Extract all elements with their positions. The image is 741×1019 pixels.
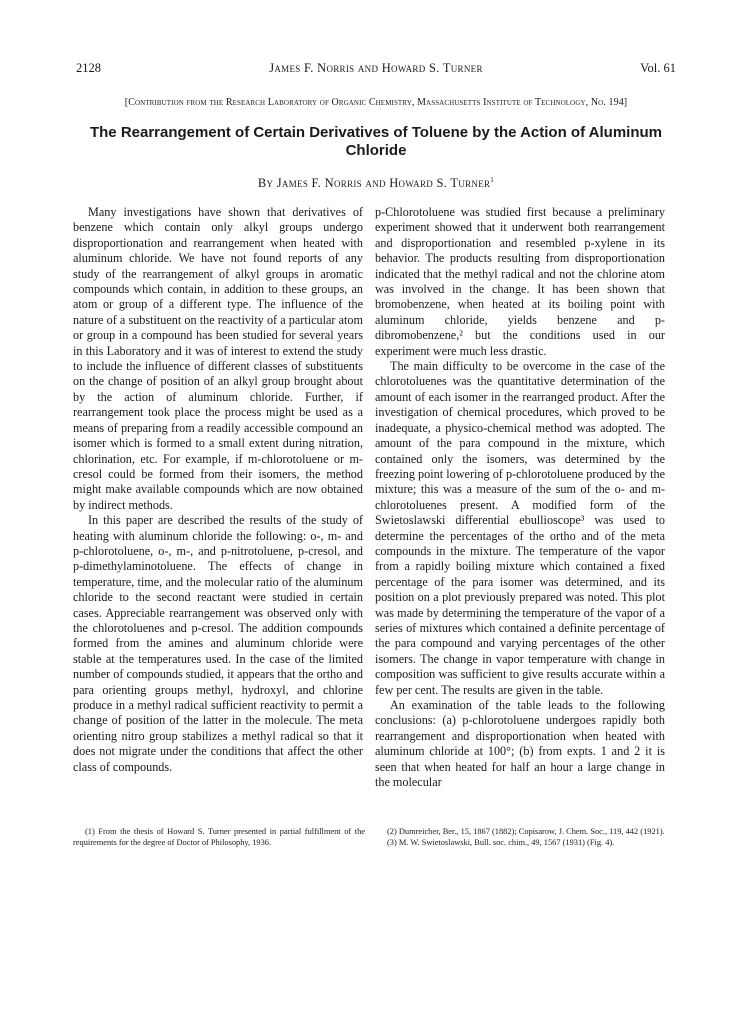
byline-footnote-mark: 1 — [490, 175, 495, 184]
running-head — [76, 61, 676, 79]
contribution-note: [Contribution from the Research Laboratory of Organic Chemistry, Massachusetts Institute of Technology, No. 194] — [124, 97, 628, 108]
paragraph: In this paper are described the results of the study of heating with aluminum chloride the following: o-, m- and p-chlorotoluene, o-, m-, and p-nitrotoluene, p-cresol, and p-dimethylaminotoluene. The effects of change in temperature, time, and the molecular ratio of the aluminum chloride to the second reactant were studied in certain cases. Appreciable rearrangement was observed only with the chlorotoluenes and p-cresol. The addition compounds formed from the amines and aluminum chloride were stable at the temperatures used. In the case of the limited number of compounds studied, it appears that the ortho and para orienting groups methyl, hydroxyl, and chlorine produce in a methyl radical sufficient reactivity to permit a change of position of the latter in the molecule. The meta orienting nitro group stabilizes a methyl radical so that it does not migrate under the conditions that affect the other class of compounds. — [73, 513, 363, 774]
volume-number: Vol. 61 — [640, 61, 676, 75]
paragraph: p-Chlorotoluene was studied first because a preliminary experiment showed that it underwent both rearrangement and disproportionation and resembled p-xylene in its behavior. The products resulting from disproportionation indicated that the methyl radical and not the chlorine atom was involved in the change. It has been shown that bromobenzene, when heated at its boiling point with aluminum chloride, yields benzene and p-dibromobenzene,² but the conditions used in our experiment were much less drastic. — [375, 205, 665, 358]
footnote: (1) From the thesis of Howard S. Turner presented in partial fulfillment of the requirements for the degree of Doctor of Philosophy, 1936. — [73, 827, 365, 848]
left-column — [73, 205, 363, 775]
footnote: (2) Dumreicher, Ber., 15, 1867 (1882); Copisarow, J. Chem. Soc., 119, 442 (1921). — [387, 827, 665, 836]
byline — [76, 176, 676, 191]
paragraph: The main difficulty to be overcome in the case of the chlorotoluenes was the quantitative determination of the amount of each isomer in the rearranged product. After the investigation of chemical procedures, which proved to be inadequate, a physico-chemical method was adopted. The amount of the para compound in the mixture, which contained only the isomers, was determined by the freezing point lowering of p-chlorotoluene produced by the mixture; this was a measure of the sum of the o- and m-chlorotoluenes present. A modified form of the Swietoslawski differential ebullioscope³ was used to determine the percentages of the ortho and of the meta compounds in the mixture. The temperature of the vapor from a rapidly boiling mixture which contained a fixed percentage of the para isomer was determined, and its position on a plot previously prepared was noted. This plot was made by determining the temperature of the vapor of a series of mixtures which contained a definite percentage of the para compound and varying percentages of the other isomers. The change in vapor temperature with change in composition was sufficient to give results accurate within a few per cent. The results are given in the table. — [375, 359, 665, 697]
footnotes-right — [375, 826, 667, 849]
byline-text: By James F. Norris and Howard S. Turner — [257, 176, 491, 190]
footnotes-left — [73, 826, 365, 849]
paragraph: An examination of the table leads to the following conclusions: (a) p-chlorotoluene undergoes rapidly both rearrangement and disproportionation when heated with aluminum chloride at 100°; (b) from expts. 1 and 2 it is seen that when heated for half an hour a large change in the molecular — [375, 698, 665, 790]
article-title: The Rearrangement of Certain Derivatives of Toluene by the Action of Aluminum Chloride — [89, 124, 663, 159]
running-head-authors: James F. Norris and Howard S. Turner — [269, 61, 483, 75]
footnote: (3) M. W. Swietoslawski, Bull. soc. chim., 49, 1567 (1931) (Fig. 4). — [387, 838, 615, 848]
paragraph: Many investigations have shown that derivatives of benzene which contain only alkyl groups undergo disproportionation and rearrangement when heated with aluminum chloride. We have not found reports of any study of the rearrangement of alkyl groups in aromatic compounds which contain, in addition to these groups, an atom or group of a different type. The influence of the nature of a substituent on the reactivity of a particular atom or group in a compound has been studied for several years in this Laboratory and it was of interest to extend the study to include the influence of different classes of substituents on the change of position of an alkyl group brought about by the action of aluminum chloride. Further, if rearrangement took place the process might be used as a means of preparing from a readily accessible compound an isomer which is formed to a small extent during nitration, chlorination, etc. For example, if m-chlorotoluene or m-cresol could be formed from their isomers, the method might make available compounds which are now obtained by indirect methods. — [73, 205, 363, 512]
page-number: 2128 — [76, 61, 101, 75]
right-column — [375, 205, 665, 790]
